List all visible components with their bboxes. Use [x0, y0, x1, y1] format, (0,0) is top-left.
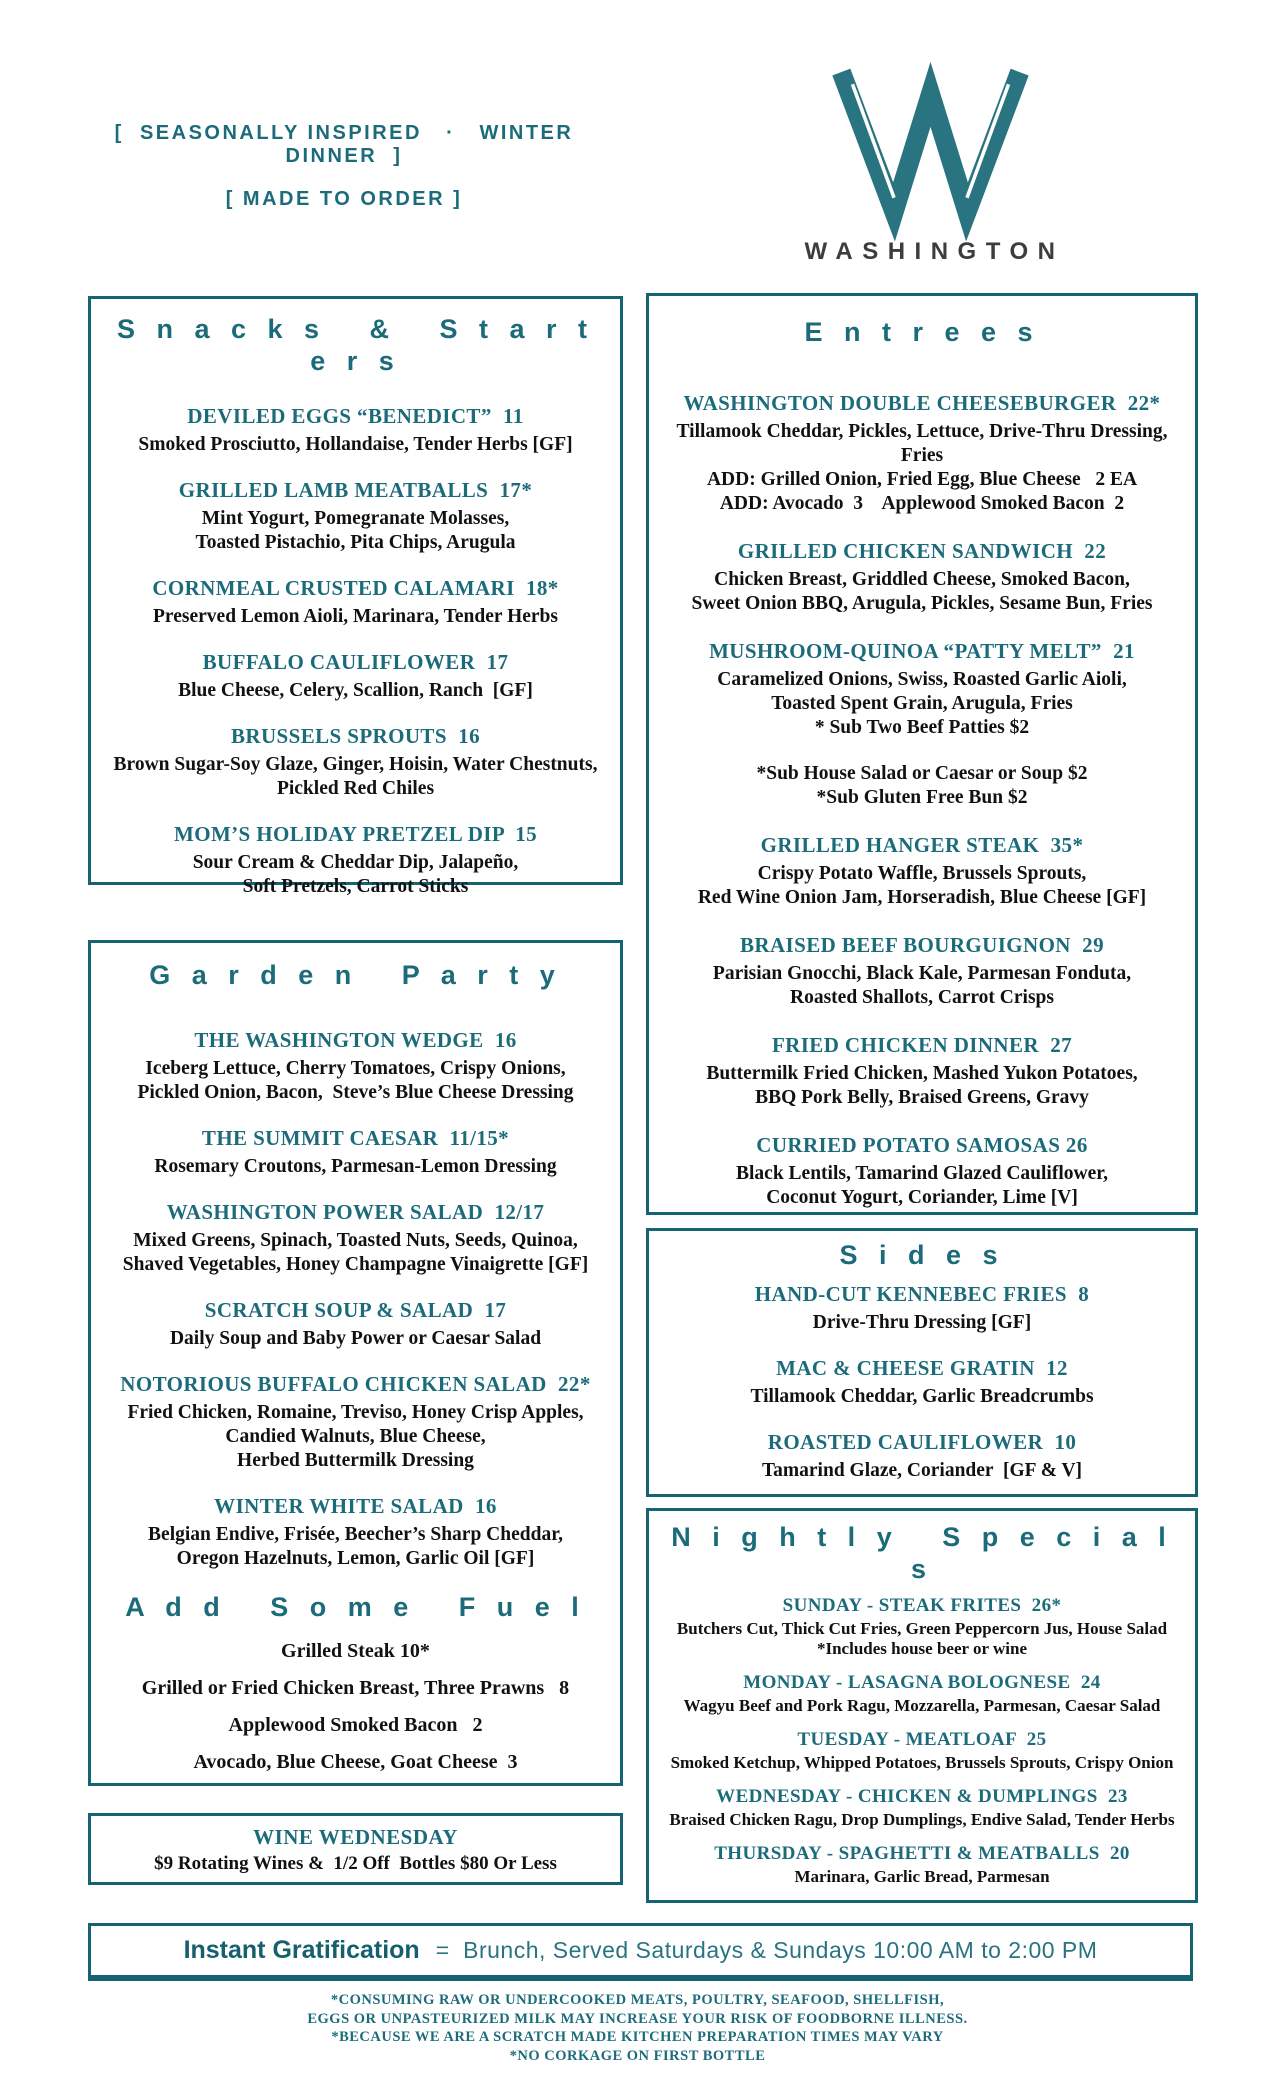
menu-item-name: WINTER WHITE SALAD 16 [214, 1494, 497, 1518]
menu-item [655, 932, 1189, 1010]
menu-item [655, 1672, 1189, 1716]
garden-party-items [91, 1027, 620, 1571]
menu-item [655, 1595, 1189, 1659]
menu-item-name: HAND-CUT KENNEBEC FRIES 8 [754, 1282, 1090, 1306]
menu-item-desc-line: Herbed Buttermilk Dressing [237, 1450, 474, 1471]
menu-item [97, 821, 614, 899]
add-some-fuel-title: A d d S o m e F u e l [125, 1592, 586, 1622]
menu-item [655, 832, 1189, 910]
menu-item-name: TUESDAY - MEATLOAF 25 [797, 1729, 1047, 1750]
garden-party-title: G a r d e n P a r t y [149, 960, 562, 990]
sides-section [646, 1228, 1198, 1497]
brunch-banner [88, 1923, 1193, 1981]
menu-item-name: DEVILED EGGS “BENEDICT” 11 [187, 404, 524, 428]
menu-item-desc-line: Smoked Prosciutto, Hollandaise, Tender Herbs [GF] [138, 434, 573, 455]
menu-item-desc-line: Buttermilk Fried Chicken, Mashed Yukon Potatoes, [706, 1063, 1138, 1084]
garden-party-section [88, 940, 623, 1786]
menu-item-desc-line: Chicken Breast, Griddled Cheese, Smoked Bacon, [714, 569, 1130, 590]
menu-item-desc-line: * Sub Two Beef Patties $2 [814, 717, 1030, 738]
menu-item-name: GRILLED CHICKEN SANDWICH 22 [737, 539, 1107, 563]
menu-item [655, 762, 1189, 810]
menu-item [655, 1032, 1189, 1110]
menu-item [655, 1729, 1189, 1773]
menu-item-desc-line: *Sub Gluten Free Bun $2 [816, 787, 1028, 808]
menu-item [655, 1281, 1189, 1335]
menu-item-name: CURRIED POTATO SAMOSAS 26 [756, 1133, 1088, 1157]
banner-brunch-hours: Brunch, Served Saturdays & Sundays 10:00 AM to 2:00 PM [463, 1937, 1098, 1963]
menu-item-name: MOM’S HOLIDAY PRETZEL DIP 15 [173, 822, 537, 846]
menu-item-desc-line: Marinara, Garlic Bread, Parmesan [794, 1867, 1050, 1886]
menu-item [97, 403, 614, 457]
tagline-block [70, 122, 618, 211]
menu-item-desc-line: Mint Yogurt, Pomegranate Molasses, [201, 508, 510, 529]
wine-wednesday-title: WINE WEDNESDAY [253, 1825, 458, 1849]
menu-item-desc-line: Parisian Gnocchi, Black Kale, Parmesan Fonduta, [712, 963, 1132, 984]
menu-item-desc-line: Drive-Thru Dressing [GF] [812, 1312, 1032, 1333]
menu-item [97, 1125, 614, 1179]
menu-item-desc-line: Tillamook Cheddar, Pickles, Lettuce, Drive-Thru Dressing, Fries [676, 421, 1173, 466]
menu-item-desc-line: Roasted Shallots, Carrot Crisps [790, 987, 1054, 1008]
menu-item-name: MAC & CHEESE GRATIN 12 [776, 1356, 1068, 1380]
menu-item [97, 1027, 614, 1105]
entrees-items [649, 390, 1195, 1210]
menu-item-desc-line: Crispy Potato Waffle, Brussels Sprouts, [757, 863, 1087, 884]
menu-item-desc-line: Candied Walnuts, Blue Cheese, [225, 1426, 486, 1447]
menu-item-desc-line: Pickled Onion, Bacon, Steve’s Blue Cheese Dressing [137, 1082, 574, 1103]
fuel-line: Grilled or Fried Chicken Breast, Three Prawns 8 [141, 1677, 570, 1699]
sides-items [649, 1281, 1195, 1483]
menu-item-name: ROASTED CAULIFLOWER 10 [767, 1430, 1077, 1454]
tagline-made-to-order: [ MADE TO ORDER ] [225, 188, 463, 210]
menu-item-name: FRIED CHICKEN DINNER 27 [771, 1033, 1073, 1057]
menu-item-desc-line: Oregon Hazelnuts, Lemon, Garlic Oil [GF] [176, 1548, 535, 1569]
menu-item-desc-line: ADD: Grilled Onion, Fried Egg, Blue Cheese 2 EA [706, 469, 1138, 490]
menu-item-desc-line: Shaved Vegetables, Honey Champagne Vinaigrette [GF] [122, 1254, 589, 1275]
menu-item-desc-line: Daily Soup and Baby Power or Caesar Salad [169, 1328, 542, 1349]
menu-item-desc-line: Iceberg Lettuce, Cherry Tomatoes, Crispy Onions, [145, 1058, 566, 1079]
menu-item [97, 477, 614, 555]
menu-item-desc-line: Sour Cream & Cheddar Dip, Jalapeño, [192, 852, 519, 873]
menu-item [97, 1493, 614, 1571]
snacks-and-starters-section [88, 296, 623, 897]
menu-item-desc-line: Sweet Onion BBQ, Arugula, Pickles, Sesame Bun, Fries [691, 593, 1153, 614]
menu-item [655, 1786, 1189, 1830]
menu-item-desc-line: ADD: Avocado 3 Applewood Smoked Bacon 2 [719, 493, 1125, 514]
footer-disclaimer-line: *CONSUMING RAW OR UNDERCOOKED MEATS, POULTRY, SEAFOOD, SHELLFISH, [330, 1992, 945, 2008]
menu-item-name: GRILLED LAMB MEATBALLS 17* [178, 478, 533, 502]
menu-item-name: GRILLED HANGER STEAK 35* [760, 833, 1084, 857]
menu-item-desc-line: Wagyu Beef and Pork Ragu, Mozzarella, Parmesan, Caesar Salad [683, 1696, 1161, 1715]
menu-item-desc-line: Caramelized Onions, Swiss, Roasted Garlic Aioli, [717, 669, 1127, 690]
menu-item-desc-line: Blue Cheese, Celery, Scallion, Ranch [GF] [178, 680, 533, 701]
menu-item [97, 575, 614, 629]
menu-item [655, 638, 1189, 740]
wine-wednesday-desc: $9 Rotating Wines & 1/2 Off Bottles $80 Or Less [154, 1853, 557, 1874]
menu-item-desc-line: Butchers Cut, Thick Cut Fries, Green Peppercorn Jus, House Salad [676, 1619, 1168, 1638]
footer-disclaimer-line: *BECAUSE WE ARE A SCRATCH MADE KITCHEN PREPARATION TIMES MAY VARY [331, 2029, 944, 2045]
menu-item-desc-line: Coconut Yogurt, Coriander, Lime [V] [766, 1187, 1078, 1208]
fuel-line: Grilled Steak 10* [281, 1640, 430, 1662]
menu-item-desc-line: Belgian Endive, Frisée, Beecher’s Sharp Cheddar, [148, 1524, 563, 1545]
menu-item-name: NOTORIOUS BUFFALO CHICKEN SALAD 22* [120, 1372, 591, 1396]
menu-item [97, 723, 614, 801]
menu-item-name: WASHINGTON POWER SALAD 12/17 [166, 1200, 545, 1224]
menu-item-desc-line: Fried Chicken, Romaine, Treviso, Honey Crisp Apples, [127, 1402, 584, 1423]
menu-item [655, 538, 1189, 616]
fuel-line: Avocado, Blue Cheese, Goat Cheese 3 [193, 1751, 518, 1773]
menu-item [97, 649, 614, 703]
snacks-items [91, 403, 620, 899]
menu-item-desc-line: Brown Sugar-Soy Glaze, Ginger, Hoisin, Water Chestnuts, [113, 754, 598, 775]
menu-item [655, 1429, 1189, 1483]
menu-item-desc-line: BBQ Pork Belly, Braised Greens, Gravy [755, 1087, 1089, 1108]
menu-item-name: BRUSSELS SPROUTS 16 [231, 724, 480, 748]
brand-name: WASHINGTON [804, 238, 1065, 265]
menu-item-desc-line: Braised Chicken Ragu, Drop Dumplings, Endive Salad, Tender Herbs [669, 1810, 1175, 1829]
menu-item [97, 1297, 614, 1351]
menu-item [97, 1199, 614, 1277]
menu-item-desc-line: Pickled Red Chiles [276, 778, 435, 799]
menu-item-desc-line: Smoked Ketchup, Whipped Potatoes, Brussels Sprouts, Crispy Onion [670, 1753, 1174, 1772]
wine-wednesday-section [88, 1813, 623, 1885]
w-monogram-icon [828, 66, 1033, 218]
menu-item-desc-line: Black Lentils, Tamarind Glazed Cauliflower, [736, 1163, 1108, 1184]
menu-item-name: BUFFALO CAULIFLOWER 17 [202, 650, 509, 674]
sides-title: S i d e s [839, 1240, 1005, 1270]
menu-item-name: MUSHROOM-QUINOA “PATTY MELT” 21 [709, 639, 1135, 663]
menu-item [655, 1132, 1189, 1210]
menu-item-desc-line: Preserved Lemon Aioli, Marinara, Tender Herbs [153, 606, 558, 627]
restaurant-logo [793, 66, 1067, 266]
nightly-specials-title: N i g h t l y S p e c i a l s [671, 1522, 1188, 1584]
add-some-fuel-lines [91, 1639, 620, 1774]
entrees-title: E n t r e e s [804, 317, 1040, 347]
menu-item [655, 1355, 1189, 1409]
menu-item [97, 1371, 614, 1473]
fuel-line: Applewood Smoked Bacon 2 [228, 1714, 483, 1736]
menu-item-name: BRAISED BEEF BOURGUIGNON 29 [740, 933, 1104, 957]
menu-item [655, 390, 1189, 516]
tagline-seasonal: [ SEASONALLY INSPIRED · WINTER DINNER ] [114, 122, 582, 167]
nightly-specials-items [649, 1595, 1195, 1887]
nightly-specials-section [646, 1508, 1198, 1903]
menu-item-desc-line: Toasted Pistachio, Pita Chips, Arugula [195, 532, 516, 553]
menu-item-desc-line: *Includes house beer or wine [816, 1639, 1027, 1658]
menu-item-desc-line: Tamarind Glaze, Coriander [GF & V] [761, 1460, 1083, 1481]
menu-item-desc-line: Red Wine Onion Jam, Horseradish, Blue Cheese [GF] [697, 887, 1147, 908]
menu-item-name: WEDNESDAY - CHICKEN & DUMPLINGS 23 [716, 1786, 1128, 1807]
banner-equals-sign: = [435, 1937, 450, 1963]
menu-item-name: THE SUMMIT CAESAR 11/15* [201, 1126, 510, 1150]
menu-item-desc-line: Tillamook Cheddar, Garlic Breadcrumbs [750, 1386, 1094, 1407]
footer-disclaimer-line: EGGS OR UNPASTEURIZED MILK MAY INCREASE YOUR RISK OF FOODBORNE ILLNESS. [307, 2010, 968, 2027]
menu-item [655, 1843, 1189, 1887]
snacks-title: S n a c k s & S t a r t e r s [116, 314, 609, 376]
menu-item-desc-line: *Sub House Salad or Caesar or Soup $2 [756, 763, 1088, 784]
menu-item-desc-line: Soft Pretzels, Carrot Sticks [242, 876, 469, 897]
banner-brunch-name: Instant Gratification [183, 1936, 420, 1964]
menu-item-desc-line: Mixed Greens, Spinach, Toasted Nuts, Seeds, Quinoa, [133, 1230, 578, 1251]
footer-disclaimer-line: *NO CORKAGE ON FIRST BOTTLE [509, 2047, 766, 2064]
menu-item-desc-line: Rosemary Croutons, Parmesan-Lemon Dressing [154, 1156, 557, 1177]
menu-item-name: THURSDAY - SPAGHETTI & MEATBALLS 20 [714, 1843, 1130, 1864]
menu-item-desc-line: Toasted Spent Grain, Arugula, Fries [771, 693, 1073, 714]
entrees-section [646, 293, 1198, 1215]
menu-item-name: SCRATCH SOUP & SALAD 17 [204, 1298, 507, 1322]
menu-item-name: SUNDAY - STEAK FRITES 26* [782, 1595, 1062, 1616]
menu-item-name: WASHINGTON DOUBLE CHEESEBURGER 22* [683, 391, 1161, 415]
menu-item-name: CORNMEAL CRUSTED CALAMARI 18* [152, 576, 559, 600]
menu-item-name: MONDAY - LASAGNA BOLOGNESE 24 [743, 1672, 1101, 1693]
menu-item-name: THE WASHINGTON WEDGE 16 [194, 1028, 517, 1052]
footer-disclaimers [0, 1991, 1275, 2065]
